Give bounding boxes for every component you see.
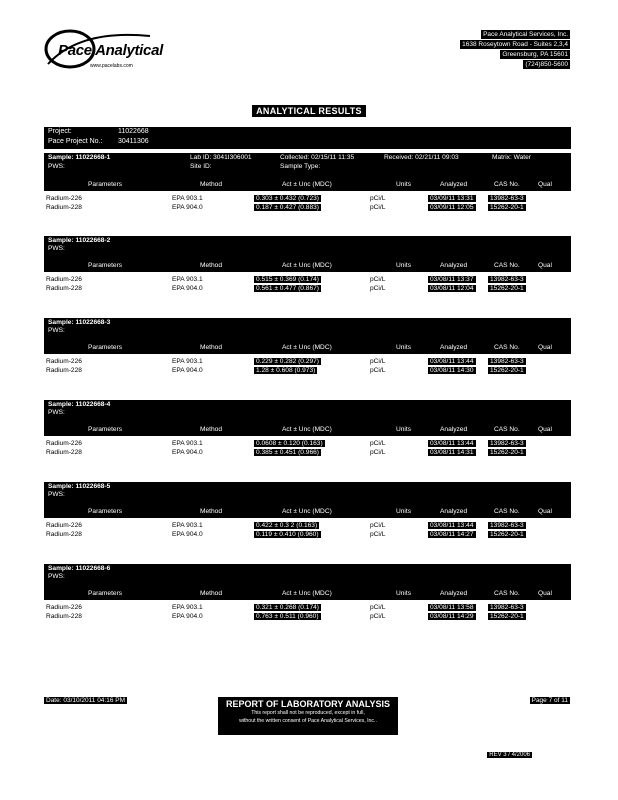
table-row bbox=[44, 613, 571, 623]
act-value: 0.187 ± 0.427 (0.883) bbox=[256, 204, 320, 211]
cas-no: 15262-20-1 bbox=[490, 285, 524, 292]
param: Radium-228 bbox=[46, 204, 82, 211]
sample-type: Sample Type: bbox=[280, 163, 321, 170]
project-value: 11022668 bbox=[118, 128, 149, 135]
analyzed: 03/08/11 14:31 bbox=[430, 449, 474, 456]
cas-no: 13982-63-3 bbox=[490, 358, 524, 365]
sample-id: Sample: 11022668-4 bbox=[48, 401, 111, 408]
pws-label: PWS: bbox=[48, 573, 65, 580]
col-analyzed: Analyzed bbox=[440, 426, 468, 433]
method: EPA 904.0 bbox=[172, 204, 203, 211]
report-date-text: Date: 03/10/2011 04:16 PM bbox=[46, 697, 126, 704]
param: Radium-226 bbox=[46, 276, 82, 283]
act-value: 1.28 ± 0.608 (0.973) bbox=[256, 367, 316, 374]
method: EPA 904.0 bbox=[172, 285, 203, 292]
method: EPA 903.1 bbox=[172, 440, 203, 447]
param: Radium-228 bbox=[46, 285, 82, 292]
col-act: Act ± Unc (MDC) bbox=[282, 508, 332, 515]
param: Radium-226 bbox=[46, 604, 82, 611]
analyzed: 03/08/11 14:27 bbox=[430, 531, 474, 538]
analyzed: 03/08/11 13:44 bbox=[430, 522, 474, 529]
act-value: 0.321 ± 0.268 (0.174) bbox=[256, 604, 320, 611]
method: EPA 903.1 bbox=[172, 358, 203, 365]
address-line-4: (724)850-5600 bbox=[525, 61, 568, 68]
pws-label: PWS: bbox=[48, 163, 65, 170]
col-qual: Qual bbox=[538, 508, 552, 515]
logo-url: www.pacelabs.com bbox=[90, 63, 133, 69]
col-method: Method bbox=[200, 508, 222, 515]
col-analyzed: Analyzed bbox=[440, 262, 468, 269]
units: pCi/L bbox=[370, 449, 386, 456]
table-row bbox=[44, 449, 571, 459]
col-parameters: Parameters bbox=[88, 344, 123, 351]
param: Radium-228 bbox=[46, 531, 82, 538]
analyzed: 03/08/11 14:29 bbox=[430, 613, 474, 620]
method: EPA 904.0 bbox=[172, 531, 203, 538]
report-line-2: without the written consent of Pace Analytical Services, Inc.. bbox=[239, 718, 377, 724]
pace-project-label: Pace Project No.: bbox=[48, 138, 103, 145]
units: pCi/L bbox=[370, 285, 386, 292]
param: Radium-226 bbox=[46, 195, 82, 202]
act-value: 0.303 ± 0.432 (0.723) bbox=[256, 195, 320, 202]
act-value: 0.385 ± 0.451 (0.966) bbox=[256, 449, 320, 456]
pws-label: PWS: bbox=[48, 245, 65, 252]
pace-project-value: 30411306 bbox=[118, 138, 149, 145]
col-analyzed: Analyzed bbox=[440, 181, 468, 188]
sample-id: Sample: 11022668-5 bbox=[48, 483, 111, 490]
col-act: Act ± Unc (MDC) bbox=[282, 262, 332, 269]
sample-id: Sample: 11022668-3 bbox=[48, 319, 111, 326]
units: pCi/L bbox=[370, 358, 386, 365]
address-line-1: Pace Analytical Services, Inc. bbox=[483, 31, 568, 38]
method: EPA 904.0 bbox=[172, 613, 203, 620]
col-cas: CAS No. bbox=[494, 181, 520, 188]
col-cas: CAS No. bbox=[494, 344, 520, 351]
table-row bbox=[44, 204, 571, 214]
col-units: Units bbox=[396, 590, 412, 597]
cas-no: 15262-20-1 bbox=[490, 613, 524, 620]
method: EPA 904.0 bbox=[172, 449, 203, 456]
address-line-3: Greensburg, PA 15601 bbox=[502, 51, 568, 58]
matrix: Matrix: Water bbox=[492, 154, 531, 161]
col-act: Act ± Unc (MDC) bbox=[282, 426, 332, 433]
method: EPA 903.1 bbox=[172, 604, 203, 611]
cas-no: 15262-20-1 bbox=[490, 531, 524, 538]
col-parameters: Parameters bbox=[88, 590, 123, 597]
col-units: Units bbox=[396, 426, 412, 433]
analyzed: 03/08/11 12:04 bbox=[430, 285, 474, 292]
report-line-1: This report shall not be reproduced, except in full, bbox=[251, 710, 365, 716]
report-date bbox=[44, 697, 127, 704]
page-title-text: ANALYTICAL RESULTS bbox=[252, 105, 366, 117]
col-qual: Qual bbox=[538, 181, 552, 188]
col-cas: CAS No. bbox=[494, 508, 520, 515]
units: pCi/L bbox=[370, 522, 386, 529]
col-parameters: Parameters bbox=[88, 262, 123, 269]
form-number bbox=[487, 752, 532, 758]
col-analyzed: Analyzed bbox=[440, 344, 468, 351]
col-act: Act ± Unc (MDC) bbox=[282, 344, 332, 351]
cas-no: 13982-63-3 bbox=[490, 604, 524, 611]
act-value: 0.0608 ± 0.120 (0.163) bbox=[256, 440, 323, 447]
param: Radium-226 bbox=[46, 440, 82, 447]
analyzed: 03/08/11 14:30 bbox=[430, 367, 474, 374]
report-box bbox=[218, 697, 398, 735]
cas-no: 13982-63-3 bbox=[490, 276, 524, 283]
units: pCi/L bbox=[370, 195, 386, 202]
table-row bbox=[44, 285, 571, 295]
param: Radium-228 bbox=[46, 613, 82, 620]
sample-id: Sample: 11022668-6 bbox=[48, 565, 111, 572]
units: pCi/L bbox=[370, 204, 386, 211]
col-cas: CAS No. bbox=[494, 426, 520, 433]
units: pCi/L bbox=[370, 440, 386, 447]
table-row bbox=[44, 367, 571, 377]
col-units: Units bbox=[396, 508, 412, 515]
col-method: Method bbox=[200, 262, 222, 269]
col-parameters: Parameters bbox=[88, 508, 123, 515]
cas-no: 13982-63-3 bbox=[490, 440, 524, 447]
received: Received: 02/21/11 09:03 bbox=[384, 154, 459, 161]
col-units: Units bbox=[396, 344, 412, 351]
analyzed: 03/09/11 13:31 bbox=[430, 195, 474, 202]
analyzed: 03/08/11 13:44 bbox=[430, 440, 474, 447]
col-qual: Qual bbox=[538, 426, 552, 433]
col-act: Act ± Unc (MDC) bbox=[282, 181, 332, 188]
cas-no: 15262-20-1 bbox=[490, 449, 524, 456]
report-title: REPORT OF LABORATORY ANALYSIS bbox=[225, 699, 391, 709]
cas-no: 15262-20-1 bbox=[490, 367, 524, 374]
collected: Collected: 02/15/11 11:35 bbox=[280, 154, 355, 161]
units: pCi/L bbox=[370, 531, 386, 538]
method: EPA 903.1 bbox=[172, 195, 203, 202]
method: EPA 904.0 bbox=[172, 367, 203, 374]
param: Radium-228 bbox=[46, 367, 82, 374]
pws-label: PWS: bbox=[48, 327, 65, 334]
col-method: Method bbox=[200, 426, 222, 433]
act-value: 0.119 ± 0.410 (0.960) bbox=[256, 531, 319, 538]
form-number-text: REV 3 / 4/2006 bbox=[489, 752, 530, 758]
project-label: Project: bbox=[48, 128, 72, 135]
lab-id: Lab ID: 3041I306001 bbox=[190, 154, 252, 161]
act-value: 0.763 ± 0.511 (0.960) bbox=[256, 613, 319, 620]
col-qual: Qual bbox=[538, 590, 552, 597]
col-analyzed: Analyzed bbox=[440, 508, 468, 515]
lab-address bbox=[460, 30, 570, 70]
pws-label: PWS: bbox=[48, 491, 65, 498]
units: pCi/L bbox=[370, 613, 386, 620]
units: pCi/L bbox=[370, 367, 386, 374]
act-value: 0.561 ± 0.477 (0.867) bbox=[256, 285, 320, 292]
col-method: Method bbox=[200, 181, 222, 188]
param: Radium-226 bbox=[46, 358, 82, 365]
address-line-2: 1638 Roseytown Road - Suites 2,3,4 bbox=[462, 41, 568, 48]
col-units: Units bbox=[396, 262, 412, 269]
col-qual: Qual bbox=[538, 344, 552, 351]
param: Radium-226 bbox=[46, 522, 82, 529]
cas-no: 13982-63-3 bbox=[490, 522, 524, 529]
col-parameters: Parameters bbox=[88, 181, 123, 188]
col-units: Units bbox=[396, 181, 412, 188]
analyzed: 03/08/11 13:37 bbox=[430, 276, 474, 283]
page-number-text: Page 7 of 11 bbox=[531, 697, 568, 704]
units: pCi/L bbox=[370, 276, 386, 283]
col-qual: Qual bbox=[538, 262, 552, 269]
logo-text: Pace Analytical bbox=[58, 42, 164, 59]
col-cas: CAS No. bbox=[494, 590, 520, 597]
analyzed: 03/09/11 12:05 bbox=[430, 204, 474, 211]
act-value: 0.515 ± 0.369 (0.174) bbox=[256, 276, 320, 283]
act-value: 0.422 ± 0.3 2 (0.163) bbox=[256, 522, 318, 529]
table-row bbox=[44, 531, 571, 541]
units: pCi/L bbox=[370, 604, 386, 611]
col-method: Method bbox=[200, 590, 222, 597]
col-method: Method bbox=[200, 344, 222, 351]
pws-label: PWS: bbox=[48, 409, 65, 416]
col-parameters: Parameters bbox=[88, 426, 123, 433]
sample-id: Sample: 11022668-2 bbox=[48, 237, 111, 244]
method: EPA 903.1 bbox=[172, 276, 203, 283]
analyzed: 03/08/11 13:44 bbox=[430, 358, 474, 365]
col-act: Act ± Unc (MDC) bbox=[282, 590, 332, 597]
cas-no: 15262-20-1 bbox=[490, 204, 524, 211]
col-cas: CAS No. bbox=[494, 262, 520, 269]
cas-no: 13982-63-3 bbox=[490, 195, 524, 202]
page-title bbox=[0, 101, 618, 119]
col-analyzed: Analyzed bbox=[440, 590, 468, 597]
method: EPA 903.1 bbox=[172, 522, 203, 529]
page-number bbox=[530, 697, 570, 704]
param: Radium-228 bbox=[46, 449, 82, 456]
act-value: 0.229 ± 0.282 (0.297) bbox=[256, 358, 320, 365]
analyzed: 03/08/11 13:58 bbox=[430, 604, 474, 611]
project-box bbox=[44, 127, 571, 149]
sample-id: Sample: 11022668-1 bbox=[48, 154, 111, 161]
site-id: Site ID: bbox=[190, 163, 212, 170]
